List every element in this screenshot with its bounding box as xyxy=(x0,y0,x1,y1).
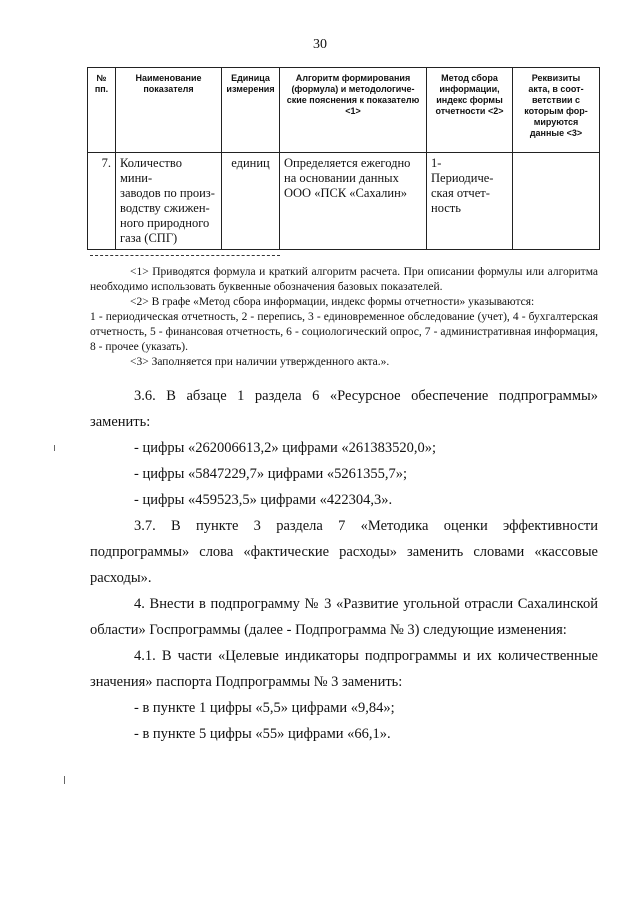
footnotes xyxy=(90,265,598,370)
page-number: 30 xyxy=(313,37,327,52)
document-body xyxy=(90,383,598,747)
scan-mark xyxy=(64,776,65,784)
row-method: 1- Периодиче- ская отчет- ность xyxy=(427,153,513,250)
footnote-3: <3> Заполняется при наличии утвержденного акта.». xyxy=(130,356,390,368)
list-item: - в пункте 5 цифры «55» цифрами «66,1». xyxy=(134,726,391,742)
paragraph-4: 4. Внести в подпрограмму № 3 «Развитие угольной отрасли Сахалинской области» Госпрограммы (далее - Подпрограмма № 3) следующие изменения: xyxy=(90,596,598,638)
row-indicator-name: Количество мини- заводов по произ- водству сжижен- ного природного газа (СПГ) xyxy=(116,153,222,250)
table-row xyxy=(88,153,600,250)
indicators-table xyxy=(87,67,600,250)
footnote-2-list: 1 - периодическая отчетность, 2 - перепись, 3 - единовременное обследование (учет), 4 - бухгалтерская отчетность, 5 - финансовая отчетность, 6 - социологический опрос, 7 - административная информация, 8 - прочее (указать). xyxy=(90,311,598,353)
list-item: - цифры «5847229,7» цифрами «5261355,7»; xyxy=(134,466,408,482)
row-number: 7. xyxy=(88,153,116,250)
footnote-2: <2> В графе «Метод сбора информации, индекс формы отчетности» указываются: xyxy=(130,296,535,308)
list-item: - в пункте 1 цифры «5,5» цифрами «9,84»; xyxy=(134,700,395,716)
paragraph-3-6: 3.6. В абзаце 1 раздела 6 «Ресурсное обеспечение подпрограммы» заменить: xyxy=(90,388,598,430)
row-unit: единиц xyxy=(222,153,280,250)
header-cell-unit: Единица измерения xyxy=(222,68,280,153)
paragraph-3-7: 3.7. В пункте 3 раздела 7 «Методика оценки эффективности подпрограммы» слова «фактические расходы» заменить словами «кассовые расходы». xyxy=(90,518,598,586)
row-requisites xyxy=(513,153,600,250)
table-header-row xyxy=(88,68,600,153)
list-item: - цифры «262006613,2» цифрами «261383520,0»; xyxy=(134,440,437,456)
list-item: - цифры «459523,5» цифрами «422304,3». xyxy=(134,492,393,508)
header-cell-method: Метод сбора информации, индекс формы отчетности <2> xyxy=(427,68,513,153)
footnote-1: <1> Приводятся формула и краткий алгоритм расчета. При описании формулы или алгоритма необходимо использовать буквенные обозначения базовых показателей. xyxy=(90,266,598,293)
header-cell-number: № пп. xyxy=(88,68,116,153)
header-cell-algorithm: Алгоритм формирования (формула) и методологиче- ские пояснения к показателю <1> xyxy=(280,68,427,153)
row-algorithm: Определяется ежегодно на основании данных ООО «ПСК «Сахалин» xyxy=(280,153,427,250)
paragraph-4-1: 4.1. В части «Целевые индикаторы подпрограммы и их количественные значения» паспорта Подпрограммы № 3 заменить: xyxy=(90,648,598,690)
header-cell-requisites: Реквизиты акта, в соот- ветствии с которым фор- мируются данные <3> xyxy=(513,68,600,153)
header-cell-name: Наименование показателя xyxy=(116,68,222,153)
footnote-separator xyxy=(90,255,280,256)
scan-mark xyxy=(54,445,55,451)
